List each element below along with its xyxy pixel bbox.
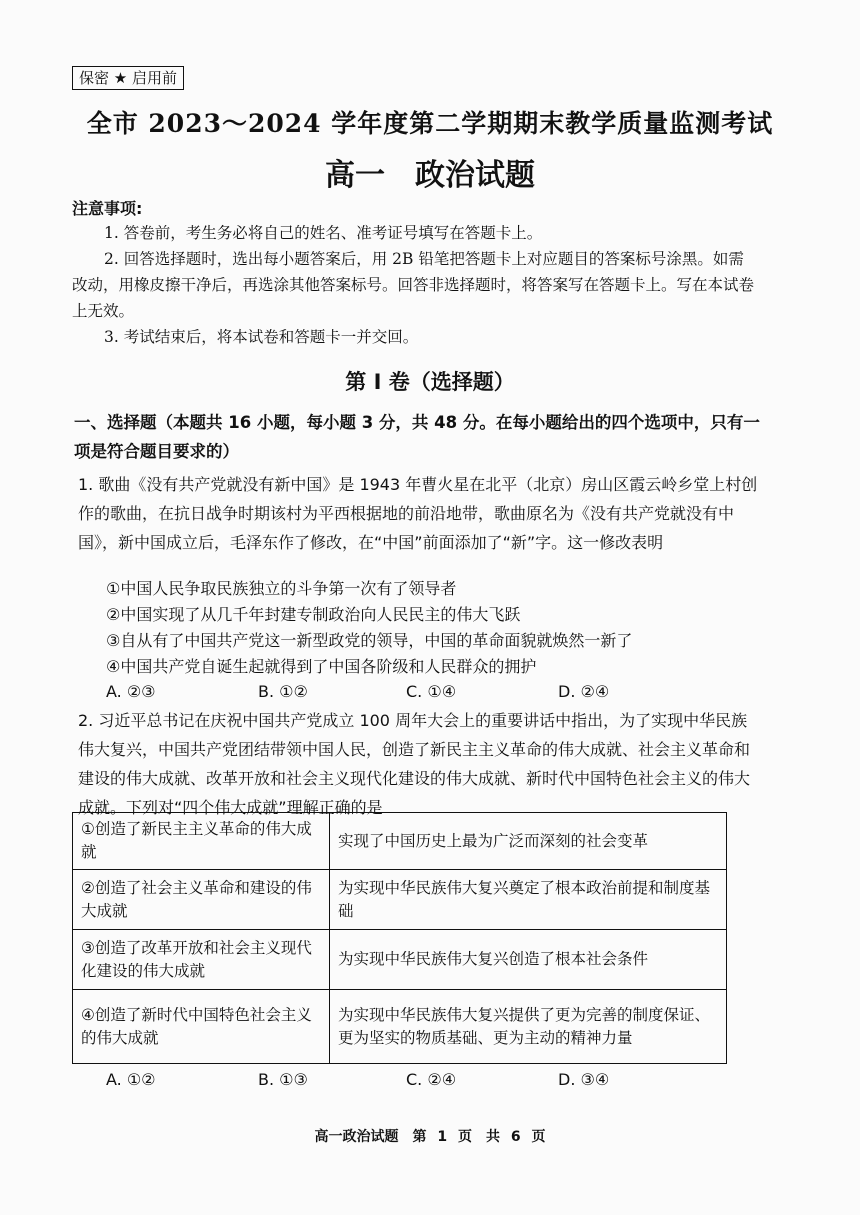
table-cell-achievement: ④创造了新时代中国特色社会主义的伟大成就 xyxy=(73,990,330,1064)
question-1-option: ①中国人民争取民族独立的斗争第一次有了领导者 xyxy=(106,579,457,598)
page-footer: 高一政治试题 第 1 页 共 6 页 xyxy=(314,1129,546,1145)
choice-d[interactable]: D. ③④ xyxy=(558,1070,610,1089)
exam-subtitle: 高一 政治试题 xyxy=(325,158,535,193)
choice-b[interactable]: B. ①② xyxy=(258,682,308,701)
table-cell-achievement: ①创造了新民主主义革命的伟大成就 xyxy=(73,813,330,870)
question-1-stem: 1. 歌曲《没有共产党就没有新中国》是 1943 年曹火星在北平（北京）房山区霞云岭乡堂上村创作的歌曲，在抗日战争时期该村为平西根据地的前沿地带，歌曲原名为《没有共产党就没有中国》，新中国成立后，毛泽东作了修改，在“中国”前面添加了“新”字。这一修改表明 xyxy=(78,475,758,552)
question-2-stem: 2. 习近平总书记在庆祝中国共产党成立 100 周年大会上的重要讲话中指出，为了实现中华民族伟大复兴，中国共产党团结带领中国人民，创造了新民主主义革命的伟大成就、社会主义革命和建设的伟大成就、改革开放和社会主义现代化建设的伟大成就、新时代中国特色社会主义的伟大成就。下列对“四个伟大成就”理解正确的是 xyxy=(78,711,751,817)
choice-a[interactable]: A. ①② xyxy=(106,1070,156,1089)
question-2-table xyxy=(72,812,727,1064)
part-title: 第 I 卷（选择题） xyxy=(345,370,515,394)
choice-c[interactable]: C. ②④ xyxy=(406,1070,457,1089)
table-cell-meaning: 为实现中华民族伟大复兴奠定了根本政治前提和制度基础 xyxy=(330,870,727,930)
question-1-option: ②中国实现了从几千年封建专制政治向人民民主的伟大飞跃 xyxy=(106,605,521,624)
table-row xyxy=(73,870,727,930)
confidential-label: 保密 ★ 启用前 xyxy=(72,66,184,90)
question-1-choices xyxy=(106,682,746,708)
table-cell-meaning: 为实现中华民族伟大复兴创造了根本社会条件 xyxy=(330,930,727,990)
table-cell-achievement: ②创造了社会主义革命和建设的伟大成就 xyxy=(73,870,330,930)
question-2-choices xyxy=(106,1070,746,1096)
question-1-option: ④中国共产党自诞生起就得到了中国各阶级和人民群众的拥护 xyxy=(106,657,537,676)
table-cell-meaning: 为实现中华民族伟大复兴提供了更为完善的制度保证、更为坚实的物质基础、更为主动的精神力量 xyxy=(330,990,727,1064)
section-heading: 一、选择题（本题共 16 小题，每小题 3 分，共 48 分。在每小题给出的四个选项中，只有一项是符合题目要求的） xyxy=(74,413,760,461)
table-cell-achievement: ③创造了改革开放和社会主义现代化建设的伟大成就 xyxy=(73,930,330,990)
choice-d[interactable]: D. ②④ xyxy=(558,682,610,701)
notice-heading: 注意事项: xyxy=(72,199,143,218)
table-row xyxy=(73,930,727,990)
notice-item-2: 2. 回答选择题时，选出每小题答案后，用 2B 铅笔把答题卡上对应题目的答案标号涂黑。如需改动，用橡皮擦干净后，再选涂其他答案标号。回答非选择题时，将答案写在答题卡上。写在本试卷上无效。 xyxy=(72,250,755,320)
choice-a[interactable]: A. ②③ xyxy=(106,682,156,701)
table-row xyxy=(73,990,727,1064)
choice-b[interactable]: B. ①③ xyxy=(258,1070,308,1089)
table-cell-meaning: 实现了中国历史上最为广泛而深刻的社会变革 xyxy=(330,813,727,870)
exam-title: 全市 2023～2024 学年度第二学期期末教学质量监测考试 xyxy=(86,109,774,138)
notice-item-3: 3. 考试结束后，将本试卷和答题卡一并交回。 xyxy=(104,328,419,346)
choice-c[interactable]: C. ①④ xyxy=(406,682,457,701)
table-row xyxy=(73,813,727,870)
notice-item-1: 1. 答卷前，考生务必将自己的姓名、准考证号填写在答题卡上。 xyxy=(104,224,543,242)
question-1-option: ③自从有了中国共产党这一新型政党的领导，中国的革命面貌就焕然一新了 xyxy=(106,631,633,650)
